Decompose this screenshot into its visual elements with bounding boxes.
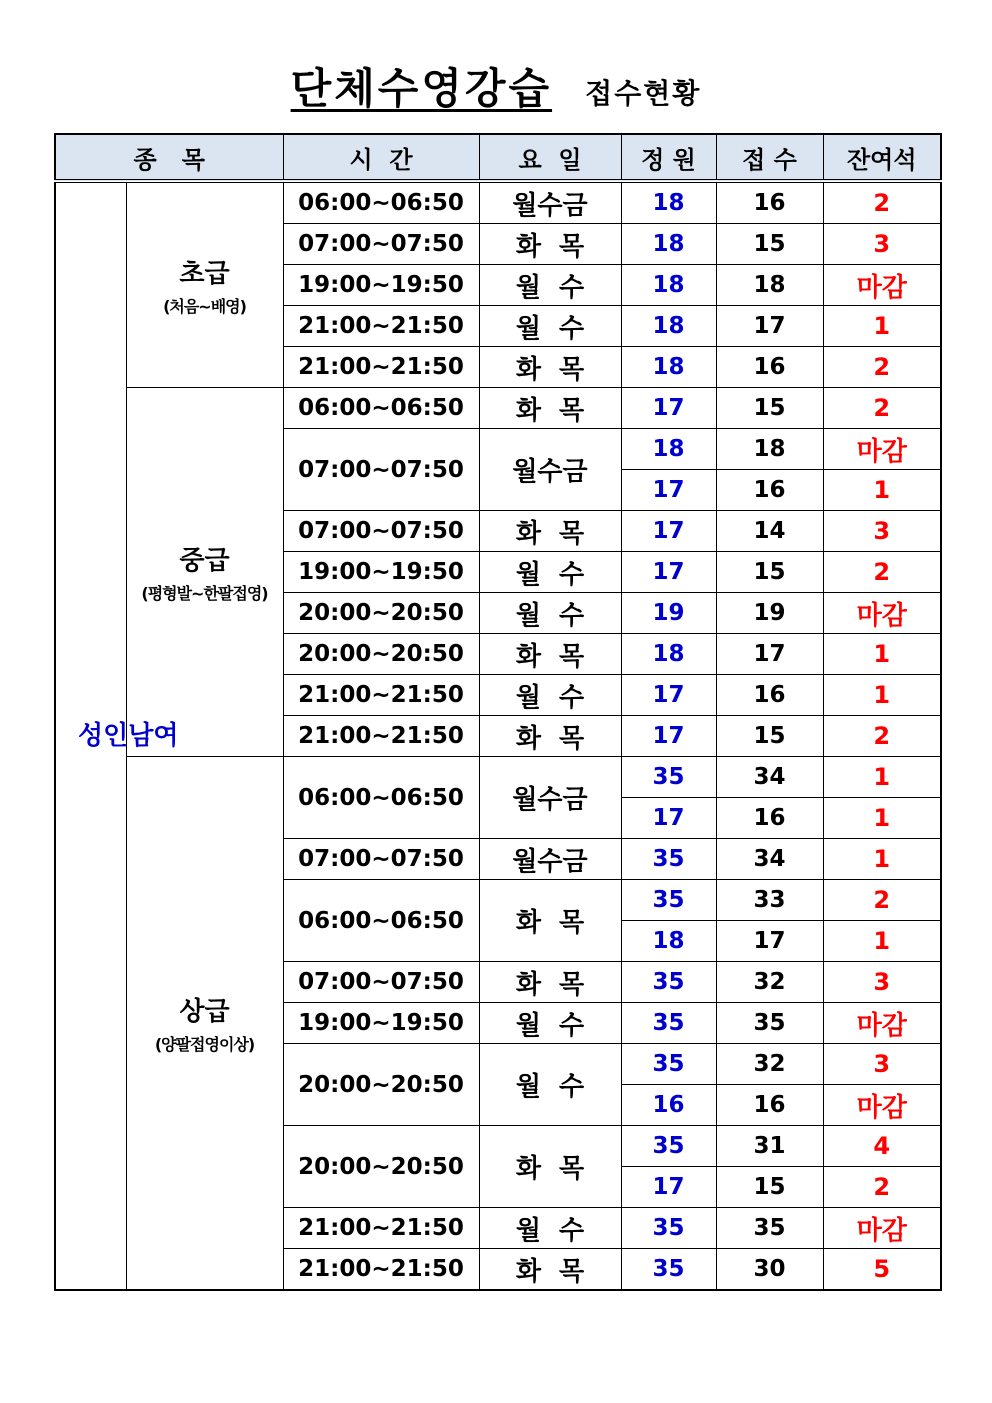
remaining-cell: 5 xyxy=(823,1249,941,1291)
time-cell: 21:00~21:50 xyxy=(283,306,479,347)
time-cell: 21:00~21:50 xyxy=(283,347,479,388)
capacity-cell: 17 xyxy=(621,388,716,429)
registered-cell: 35 xyxy=(716,1208,823,1249)
registered-cell: 16 xyxy=(716,347,823,388)
registered-cell: 17 xyxy=(716,634,823,675)
time-cell: 06:00~06:50 xyxy=(283,181,479,224)
capacity-cell: 35 xyxy=(621,757,716,798)
remaining-cell: 3 xyxy=(823,511,941,552)
capacity-cell: 35 xyxy=(621,880,716,921)
level-range: (양팔접영이상) xyxy=(154,1035,255,1054)
header-row xyxy=(55,134,941,181)
time-cell: 20:00~20:50 xyxy=(283,1126,479,1208)
capacity-cell: 16 xyxy=(621,1085,716,1126)
remaining-cell: 마감 xyxy=(823,429,941,470)
remaining-cell: 2 xyxy=(823,1167,941,1208)
time-cell: 21:00~21:50 xyxy=(283,1249,479,1291)
level-range: (처음~배영) xyxy=(163,297,246,316)
registered-cell: 35 xyxy=(716,1003,823,1044)
remaining-cell: 3 xyxy=(823,224,941,265)
registered-cell: 15 xyxy=(716,224,823,265)
registered-cell: 16 xyxy=(716,798,823,839)
header-time: 시 간 xyxy=(283,134,479,181)
remaining-cell: 2 xyxy=(823,388,941,429)
remaining-cell: 2 xyxy=(823,347,941,388)
remaining-cell: 1 xyxy=(823,757,941,798)
registered-cell: 17 xyxy=(716,921,823,962)
registered-cell: 18 xyxy=(716,429,823,470)
days-cell: 월 수 xyxy=(479,675,621,716)
time-cell: 07:00~07:50 xyxy=(283,962,479,1003)
days-cell: 화 목 xyxy=(479,388,621,429)
table-row xyxy=(55,181,941,224)
registered-cell: 17 xyxy=(716,306,823,347)
days-cell: 월수금 xyxy=(479,839,621,880)
capacity-cell: 17 xyxy=(621,716,716,757)
remaining-cell: 마감 xyxy=(823,1085,941,1126)
header-days: 요 일 xyxy=(479,134,621,181)
registered-cell: 16 xyxy=(716,470,823,511)
header-category: 종 목 xyxy=(55,134,283,181)
registered-cell: 14 xyxy=(716,511,823,552)
level-cell xyxy=(126,757,283,1291)
days-cell: 화 목 xyxy=(479,224,621,265)
capacity-cell: 35 xyxy=(621,1044,716,1085)
registered-cell: 15 xyxy=(716,388,823,429)
registered-cell: 30 xyxy=(716,1249,823,1291)
remaining-cell: 1 xyxy=(823,921,941,962)
time-cell: 07:00~07:50 xyxy=(283,224,479,265)
capacity-cell: 35 xyxy=(621,1208,716,1249)
registered-cell: 15 xyxy=(716,716,823,757)
time-cell: 06:00~06:50 xyxy=(283,388,479,429)
capacity-cell: 18 xyxy=(621,265,716,306)
registered-cell: 18 xyxy=(716,265,823,306)
capacity-cell: 18 xyxy=(621,634,716,675)
table-body xyxy=(55,181,941,1290)
category-cell: 성인남여 xyxy=(55,181,126,1290)
registered-cell: 19 xyxy=(716,593,823,634)
capacity-cell: 17 xyxy=(621,1167,716,1208)
time-cell: 19:00~19:50 xyxy=(283,552,479,593)
remaining-cell: 3 xyxy=(823,1044,941,1085)
table-row xyxy=(55,388,941,429)
time-cell: 07:00~07:50 xyxy=(283,429,479,511)
time-cell: 06:00~06:50 xyxy=(283,880,479,962)
remaining-cell: 3 xyxy=(823,962,941,1003)
days-cell: 화 목 xyxy=(479,511,621,552)
time-cell: 20:00~20:50 xyxy=(283,593,479,634)
days-cell: 월수금 xyxy=(479,181,621,224)
document-title xyxy=(0,56,992,116)
remaining-cell: 마감 xyxy=(823,1003,941,1044)
registered-cell: 32 xyxy=(716,1044,823,1085)
time-cell: 20:00~20:50 xyxy=(283,634,479,675)
days-cell: 월수금 xyxy=(479,757,621,839)
registered-cell: 32 xyxy=(716,962,823,1003)
registered-cell: 31 xyxy=(716,1126,823,1167)
capacity-cell: 35 xyxy=(621,839,716,880)
remaining-cell: 마감 xyxy=(823,1208,941,1249)
capacity-cell: 17 xyxy=(621,470,716,511)
level-name: 초급 xyxy=(179,259,230,289)
remaining-cell: 1 xyxy=(823,675,941,716)
capacity-cell: 18 xyxy=(621,306,716,347)
registered-cell: 16 xyxy=(716,1085,823,1126)
registered-cell: 15 xyxy=(716,1167,823,1208)
capacity-cell: 35 xyxy=(621,1003,716,1044)
days-cell: 월수금 xyxy=(479,429,621,511)
registered-cell: 33 xyxy=(716,880,823,921)
capacity-cell: 18 xyxy=(621,921,716,962)
time-cell: 06:00~06:50 xyxy=(283,757,479,839)
days-cell: 월 수 xyxy=(479,306,621,347)
days-cell: 화 목 xyxy=(479,880,621,962)
time-cell: 21:00~21:50 xyxy=(283,1208,479,1249)
capacity-cell: 17 xyxy=(621,511,716,552)
time-cell: 07:00~07:50 xyxy=(283,511,479,552)
days-cell: 월 수 xyxy=(479,1044,621,1126)
level-cell xyxy=(126,388,283,757)
time-cell: 07:00~07:50 xyxy=(283,839,479,880)
capacity-cell: 35 xyxy=(621,1126,716,1167)
registered-cell: 15 xyxy=(716,552,823,593)
remaining-cell: 마감 xyxy=(823,593,941,634)
days-cell: 월 수 xyxy=(479,593,621,634)
page-subtitle: 접수현황 xyxy=(585,77,702,110)
capacity-cell: 17 xyxy=(621,798,716,839)
remaining-cell: 2 xyxy=(823,880,941,921)
level-name: 중급 xyxy=(179,546,230,576)
days-cell: 화 목 xyxy=(479,716,621,757)
time-cell: 20:00~20:50 xyxy=(283,1044,479,1126)
days-cell: 월 수 xyxy=(479,265,621,306)
capacity-cell: 17 xyxy=(621,552,716,593)
days-cell: 화 목 xyxy=(479,1249,621,1291)
capacity-cell: 35 xyxy=(621,1249,716,1291)
remaining-cell: 1 xyxy=(823,798,941,839)
level-name: 상급 xyxy=(179,997,230,1027)
remaining-cell: 2 xyxy=(823,181,941,224)
remaining-cell: 1 xyxy=(823,634,941,675)
remaining-cell: 마감 xyxy=(823,265,941,306)
table-row xyxy=(55,757,941,798)
remaining-cell: 1 xyxy=(823,839,941,880)
capacity-cell: 18 xyxy=(621,347,716,388)
header-capacity: 정 원 xyxy=(621,134,716,181)
registered-cell: 16 xyxy=(716,181,823,224)
capacity-cell: 18 xyxy=(621,181,716,224)
remaining-cell: 2 xyxy=(823,552,941,593)
days-cell: 화 목 xyxy=(479,962,621,1003)
time-cell: 19:00~19:50 xyxy=(283,1003,479,1044)
capacity-cell: 19 xyxy=(621,593,716,634)
registered-cell: 34 xyxy=(716,839,823,880)
capacity-cell: 18 xyxy=(621,429,716,470)
days-cell: 월 수 xyxy=(479,552,621,593)
remaining-cell: 4 xyxy=(823,1126,941,1167)
registered-cell: 34 xyxy=(716,757,823,798)
time-cell: 21:00~21:50 xyxy=(283,716,479,757)
days-cell: 월 수 xyxy=(479,1003,621,1044)
capacity-cell: 17 xyxy=(621,675,716,716)
days-cell: 월 수 xyxy=(479,1208,621,1249)
capacity-cell: 35 xyxy=(621,962,716,1003)
page-title: 단체수영강습 xyxy=(290,64,553,113)
remaining-cell: 1 xyxy=(823,470,941,511)
registered-cell: 16 xyxy=(716,675,823,716)
days-cell: 화 목 xyxy=(479,1126,621,1208)
days-cell: 화 목 xyxy=(479,634,621,675)
level-range: (평형발~한팔접영) xyxy=(141,584,268,603)
table-header xyxy=(55,134,941,181)
time-cell: 21:00~21:50 xyxy=(283,675,479,716)
registration-table xyxy=(54,133,942,1291)
time-cell: 19:00~19:50 xyxy=(283,265,479,306)
header-registered: 접 수 xyxy=(716,134,823,181)
header-remaining: 잔여석 xyxy=(823,134,941,181)
days-cell: 화 목 xyxy=(479,347,621,388)
remaining-cell: 1 xyxy=(823,306,941,347)
remaining-cell: 2 xyxy=(823,716,941,757)
level-cell xyxy=(126,181,283,388)
capacity-cell: 18 xyxy=(621,224,716,265)
